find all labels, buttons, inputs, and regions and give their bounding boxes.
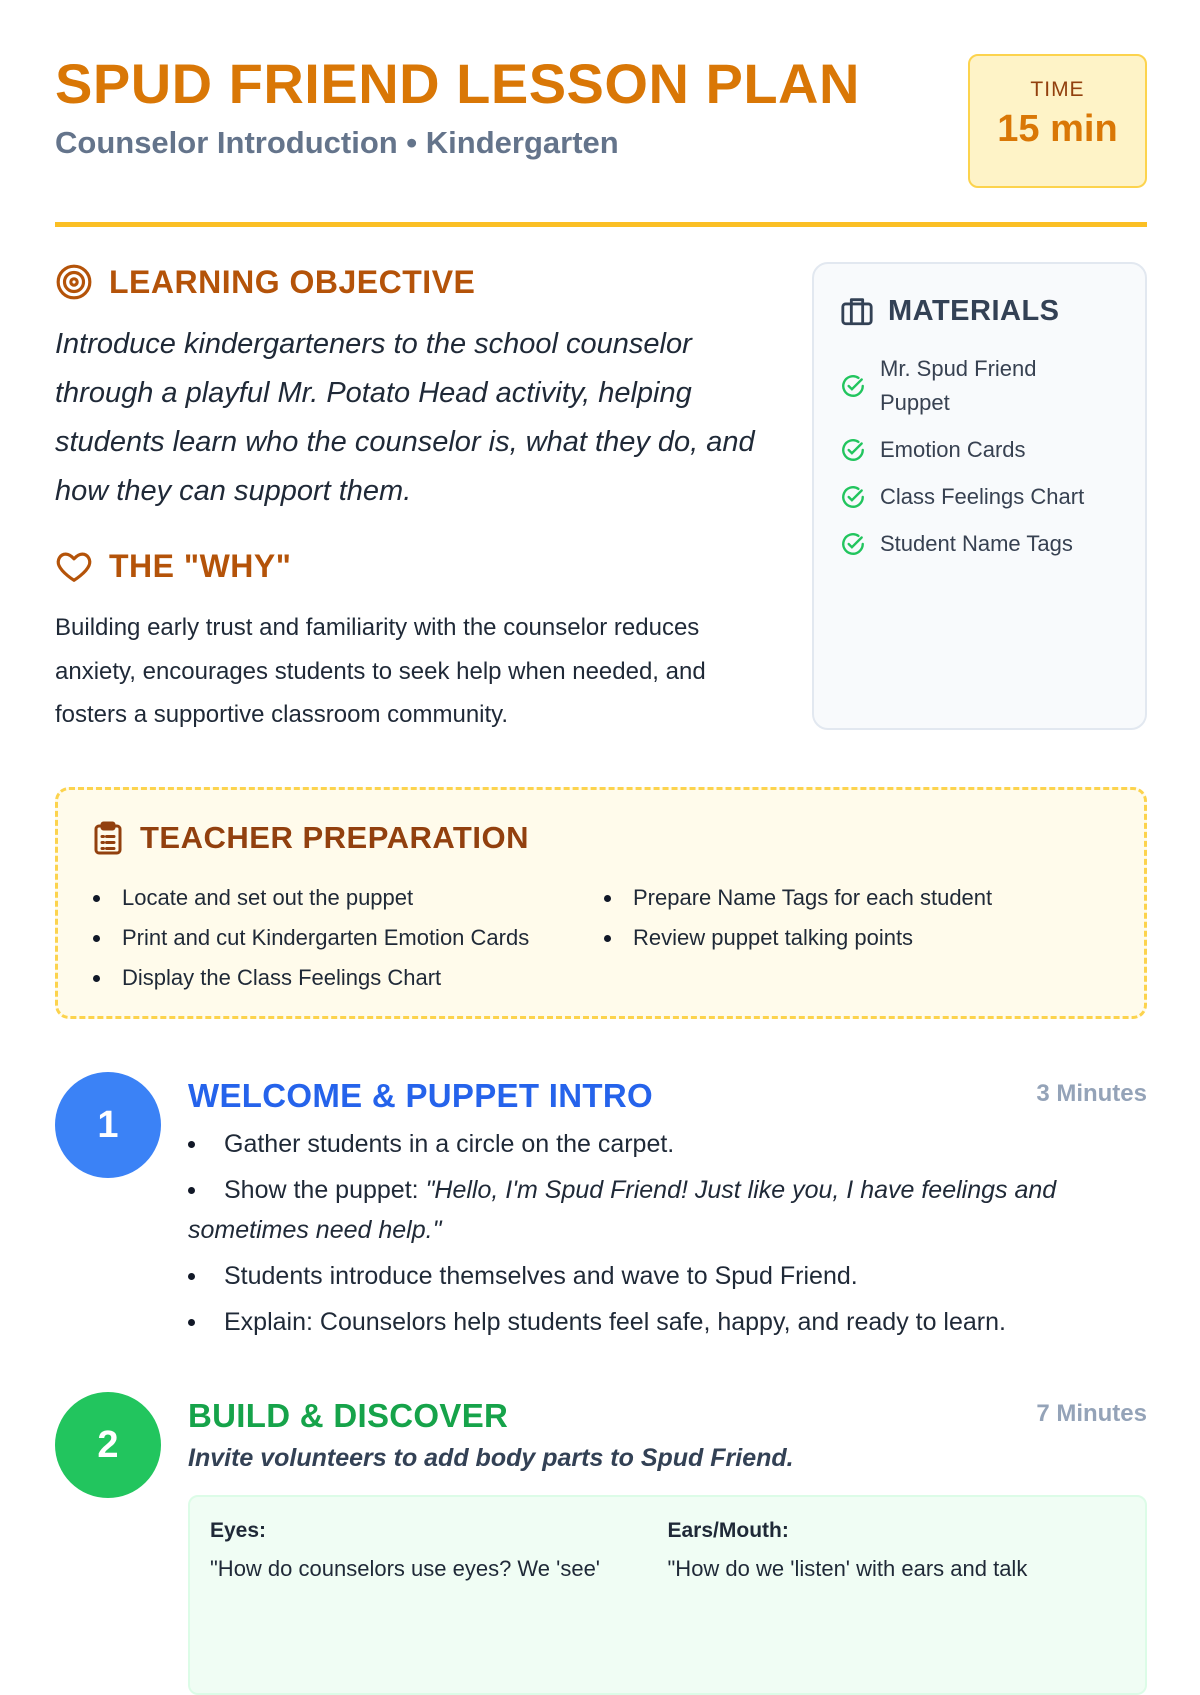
briefcase-icon xyxy=(840,294,874,328)
material-label: Emotion Cards xyxy=(880,437,1026,462)
objective-heading xyxy=(55,262,755,302)
material-item xyxy=(840,433,1119,467)
step-duration: 3 Minutes xyxy=(1036,1080,1147,1107)
prep-item: Print and cut Kindergarten Emotion Cards xyxy=(90,918,601,958)
step-item xyxy=(188,1170,1147,1250)
part-label: Ears/Mouth: xyxy=(667,1519,789,1542)
prep-list-left xyxy=(90,878,601,998)
materials-panel xyxy=(812,262,1147,730)
step-body xyxy=(188,1072,1147,1348)
prep-item: Prepare Name Tags for each student xyxy=(601,878,1112,918)
time-label: TIME xyxy=(1030,78,1085,101)
header xyxy=(55,0,1147,227)
discover-part-ears-mouth xyxy=(668,1519,1126,1671)
step-heading xyxy=(188,1392,1147,1440)
teacher-preparation-box xyxy=(55,787,1147,1019)
material-label: Mr. Spud Friend Puppet xyxy=(880,356,1037,415)
page-subtitle: Counselor Introduction • Kindergarten xyxy=(55,125,619,160)
discover-part-eyes xyxy=(210,1519,668,1671)
prep-item: Review puppet talking points xyxy=(601,918,1112,958)
page-title: SPUD FRIEND LESSON PLAN xyxy=(55,52,860,115)
step-number-badge: 1 xyxy=(55,1072,161,1178)
material-item xyxy=(840,527,1119,561)
objective-title: LEARNING OBJECTIVE xyxy=(109,263,476,300)
puppet-quote: "Hello, I'm Spud Friend! Just like you, I have feelings and sometimes need help." xyxy=(188,1176,1057,1244)
step-item-text: Show the puppet: xyxy=(224,1176,426,1204)
clipboard-icon xyxy=(90,820,126,856)
prep-heading xyxy=(90,820,1112,856)
objective-text: Introduce kindergarteners to the school counselor through a playful Mr. Potato Head activity, helping students learn who the counselor is, what they do, and how they can support them. xyxy=(55,328,755,507)
target-icon xyxy=(55,263,93,301)
objective-section xyxy=(55,262,755,737)
prep-item: Display the Class Feelings Chart xyxy=(90,958,601,998)
step-heading xyxy=(188,1072,1147,1120)
heart-icon xyxy=(55,547,93,585)
material-label: Class Feelings Chart xyxy=(880,484,1085,509)
material-item xyxy=(840,352,1119,420)
why-text: Building early trust and familiarity with the counselor reduces anxiety, encourages students to seek help when needed, and fosters a supportive classroom community. xyxy=(55,614,706,728)
lesson-plan-page xyxy=(55,0,1147,1581)
material-label: Student Name Tags xyxy=(880,531,1073,556)
materials-list xyxy=(840,352,1119,561)
step-intro: Invite volunteers to add body parts to Spud Friend. xyxy=(188,1444,794,1472)
time-badge xyxy=(968,54,1147,188)
why-heading xyxy=(55,546,755,586)
time-value: 15 min xyxy=(997,108,1118,150)
step-title: WELCOME & PUPPET INTRO xyxy=(188,1077,653,1114)
check-circle-icon xyxy=(840,437,866,463)
step-list xyxy=(188,1124,1147,1342)
discover-box xyxy=(188,1495,1147,1695)
prep-title: TEACHER PREPARATION xyxy=(140,820,529,855)
step-duration: 7 Minutes xyxy=(1036,1400,1147,1427)
materials-title: MATERIALS xyxy=(888,294,1060,327)
materials-heading xyxy=(840,294,1119,328)
prep-list-right xyxy=(601,878,1112,998)
part-label: Eyes: xyxy=(210,1519,267,1542)
prep-columns xyxy=(90,878,1112,998)
part-text: "How do counselors use eyes? We 'see' xyxy=(210,1556,601,1581)
step-item: Students introduce themselves and wave to Spud Friend. xyxy=(188,1256,1147,1296)
step-item: Explain: Counselors help students feel safe, happy, and ready to learn. xyxy=(188,1302,1147,1342)
prep-item: Locate and set out the puppet xyxy=(90,878,601,918)
step-body xyxy=(188,1392,1147,1695)
material-item xyxy=(840,480,1119,514)
step-item: Gather students in a circle on the carpet. xyxy=(188,1124,1147,1164)
why-title: THE "WHY" xyxy=(109,547,292,584)
check-circle-icon xyxy=(840,484,866,510)
step-number-badge: 2 xyxy=(55,1392,161,1498)
check-circle-icon xyxy=(840,531,866,557)
check-circle-icon xyxy=(840,373,866,399)
step-title: BUILD & DISCOVER xyxy=(188,1397,509,1434)
part-text: "How do we 'listen' with ears and talk xyxy=(667,1556,1028,1581)
